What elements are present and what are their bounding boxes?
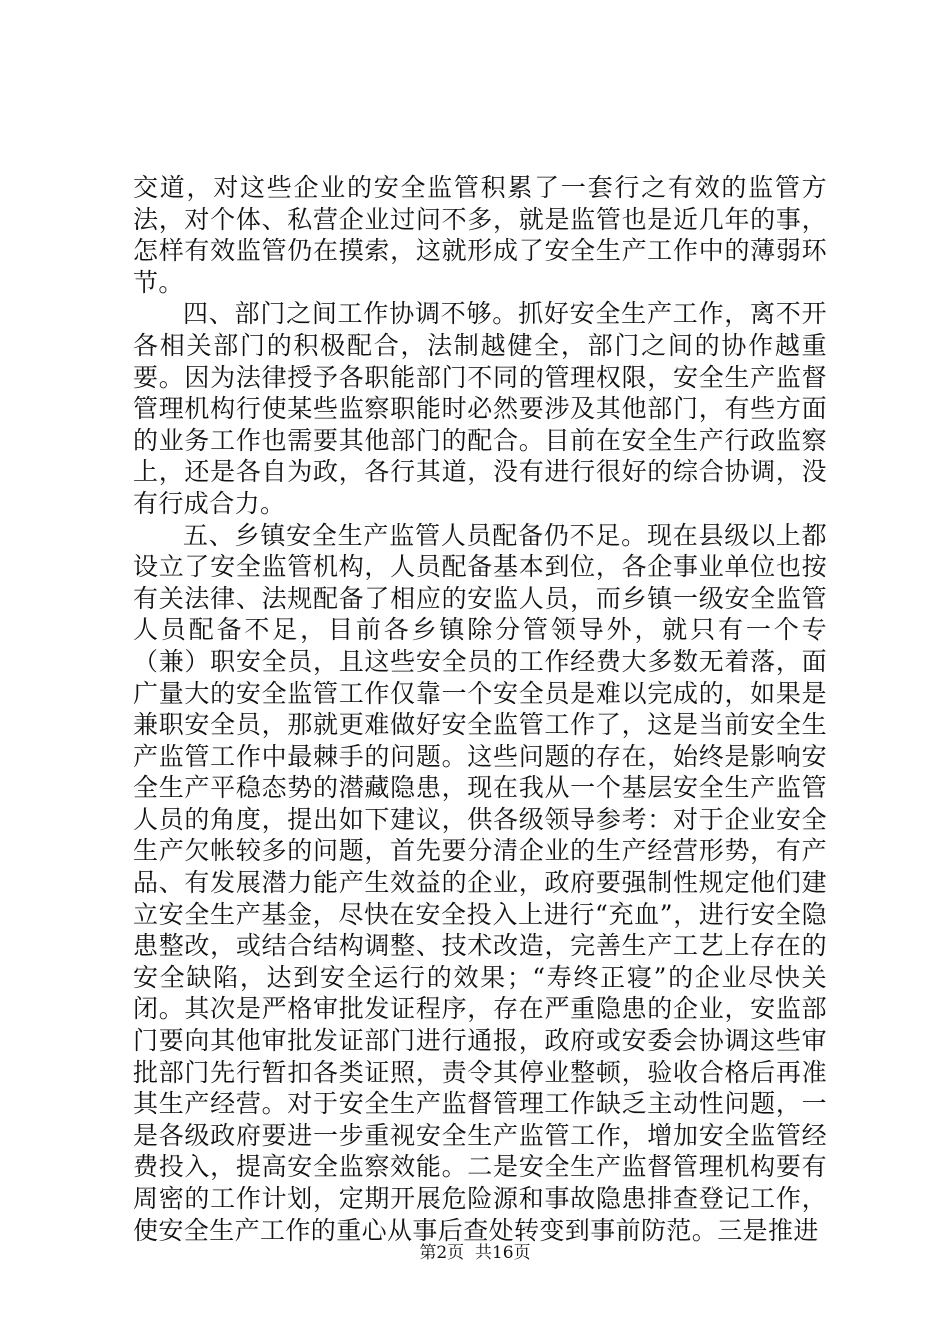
page-number-label: 第2页 共16页 [419, 1243, 531, 1263]
paragraph-continued: 交道，对这些企业的安全监管积累了一套行之有效的监管方法，对个体、私营企业过问不多，就是监管也是近几年的事，怎样有效监管仍在摸索，这就形成了安全生产工作中的薄弱环节。 [133, 173, 827, 297]
paragraph-section-four: 四、部门之间工作协调不够。抓好安全生产工作，离不开各相关部门的积极配合，法制越健全，部门之间的协作越重要。因为法律授予各职能部门不同的管理权限，安全生产监督管理机构行使某些监察职能时必然要涉及其他部门，有些方面的业务工作也需要其他部门的配合。目前在安全生产行政监察上，还是各自为政，各行其道，没有进行很好的综合协调，没有行成合力。 [133, 299, 827, 518]
paragraph-section-five: 五、乡镇安全生产监管人员配备仍不足。现在县级以上都设立了安全监管机构，人员配备基本到位，各企事业单位也按有关法律、法规配备了相应的安监人员，而乡镇一级安全监管人员配备不足，目前各乡镇除分管领导外，就只有一个专（兼）职安全员，且这些安全员的工作经费大多数无着落，面广量大的安全监管工作仅靠一个安全员是难以完成的，如果是兼职安全员，那就更难做好安全监管工作了，这是当前安全生产监管工作中最棘手的问题。这些问题的存在，始终是影响安全生产平稳态势的潜藏隐患，现在我从一个基层安全生产监管人员的角度，提出如下建议，供各级领导参考：对于企业安全生产欠帐较多的问题，首先要分清企业的生产经营形势，有产品、有发展潜力能产生效益的企业，政府要强制性规定他们建立安全生产基金，尽快在安全投入上进行“充血”，进行安全隐患整改，或结合结构调整、技术改造，完善生产工艺上存在的安全缺陷，达到安全运行的效果；“寿终正寝”的企业尽快关闭。其次是严格审批发证程序，存在严重隐患的企业，安监部门要向其他审批发证部门进行通报，政府或安委会协调这些审批部门先行暂扣各类证照，责令其停业整顿，验收合格后再准其生产经营。对于安全生产监督管理工作缺乏主动性问题，一是各级政府要进一步重视安全生产监管工作，增加安全监管经费投入，提高安全监察效能。二是安全生产监督管理机构要有周密的工作计划，定期开展危险源和事故隐患排查登记工作，使安全生产工作的重心从事后查处转变到事前防范。三是推进 [133, 520, 827, 1245]
document-body [133, 172, 827, 1246]
page-footer [0, 1242, 950, 1264]
